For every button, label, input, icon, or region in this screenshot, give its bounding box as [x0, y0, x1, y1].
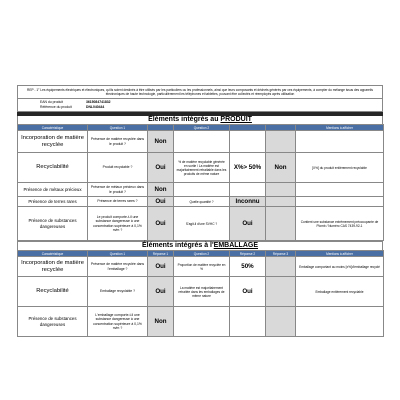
col-header: Mentions à afficher — [296, 125, 384, 131]
ean-label: EAN du produit — [40, 100, 63, 104]
row-label: Présence de substances dangereuses — [18, 307, 88, 337]
question-1: Présence de matière recyclée dans le produit ? — [88, 131, 148, 153]
question-1: L'emballage comporte-t-il une substance dangereuse à une concentration supérieure à 0,1% m/m ? — [88, 307, 148, 337]
row-label: Incorporation de matière recyclée — [18, 131, 88, 153]
col-header: Mentions à afficher — [296, 251, 384, 257]
question-2: Quelle quantité ? — [174, 197, 230, 207]
question-2 — [174, 131, 230, 153]
question-1: Présence de métaux précieux dans le produit ? — [88, 183, 148, 197]
mention — [296, 183, 384, 197]
question-2: Proportion de matière recyclée en % — [174, 257, 230, 277]
ref-label: Référence du produit — [40, 105, 72, 109]
col-header: Caractéristique — [18, 125, 88, 131]
mention — [296, 131, 384, 153]
question-1: Présence de matière recyclée dans l'emballage ? — [88, 257, 148, 277]
answer-1: Oui — [148, 153, 174, 183]
table-row — [18, 207, 384, 241]
col-header: Réponse 3 — [266, 251, 296, 257]
answer-1: Non — [148, 183, 174, 197]
answer-3 — [266, 207, 296, 241]
mention: [X%] du produit entièrement recyclable — [296, 153, 384, 183]
mention: Contient une substance extrêmement préoccupante de Plomb / Numéro CAS 7439-92-1 — [296, 207, 384, 241]
table-row — [18, 153, 384, 183]
col-header: Question 2 — [174, 125, 230, 131]
row-label: Recyclabilité — [18, 153, 88, 183]
answer-2: 50% — [230, 257, 266, 277]
answer-3 — [266, 197, 296, 207]
answer-1: Oui — [148, 257, 174, 277]
answer-1: Oui — [148, 277, 174, 307]
answer-3 — [266, 183, 296, 197]
answer-2 — [230, 131, 266, 153]
mention: Emballage comportant au moins [x%]d'emballage recyclé — [296, 257, 384, 277]
table-row — [18, 257, 384, 277]
section-title-produit: Éléments intégrés au PRODUIT — [17, 116, 383, 124]
row-label: Présence de métaux précieux — [18, 183, 88, 197]
answer-3 — [266, 131, 296, 153]
question-1: Emballage recyclable ? — [88, 277, 148, 307]
answer-3 — [266, 257, 296, 277]
col-header: Question 1 — [88, 125, 148, 131]
answer-3 — [266, 307, 296, 337]
emballage-table — [17, 250, 384, 337]
col-header: Question 2 — [174, 251, 230, 257]
question-2: S'agit-il d'une SVHC ? — [174, 207, 230, 241]
intro-text: REP - 1° Les équipements électriques et électroniques, qu'ils soient destinés à être utilisés par les particuliers ou les professionnels, ainsi que leurs composants et déchets générés par ces équipements, à compter du mélange issus des appareils électroniques de haute technologie, particulièrement les téléphones et tablettes, pouvant être collectés et réemployés après utilisation — [17, 85, 383, 99]
table-row — [18, 183, 384, 197]
row-label: Présence de substances dangereuses — [18, 207, 88, 241]
col-header: Réponse 2 — [230, 251, 266, 257]
product-refs — [17, 99, 383, 112]
answer-1: Oui — [148, 207, 174, 241]
question-1: Présence de terres rares ? — [88, 197, 148, 207]
col-header: Question 1 — [88, 251, 148, 257]
row-label: Recyclabilité — [18, 277, 88, 307]
answer-1: Oui — [148, 197, 174, 207]
ref-value: DNL040444 — [86, 105, 105, 109]
table-row — [18, 197, 384, 207]
product-sheet — [17, 85, 383, 337]
col-header: Caractéristique — [18, 251, 88, 257]
col-header: Réponse 1 — [148, 251, 174, 257]
question-2: % de matière recyclable générée en sortie / La matière est majoritairement retraitable dans les produits de même nature — [174, 153, 230, 183]
row-label: Incorporation de matière recyclée — [18, 257, 88, 277]
answer-2: Oui — [230, 207, 266, 241]
answer-2 — [230, 307, 266, 337]
question-2 — [174, 307, 230, 337]
answer-3 — [266, 277, 296, 307]
answer-2: X%> 50% — [230, 153, 266, 183]
mention — [296, 307, 384, 337]
mention: Emballage entièrement recyclable — [296, 277, 384, 307]
answer-1: Non — [148, 131, 174, 153]
question-2 — [174, 183, 230, 197]
table-row — [18, 307, 384, 337]
table-row — [18, 277, 384, 307]
produit-table — [17, 124, 384, 241]
answer-2 — [230, 183, 266, 197]
answer-3: Non — [266, 153, 296, 183]
table-row — [18, 131, 384, 153]
mention — [296, 197, 384, 207]
question-2: La matière est majoritairement retraitée dans les emballages de même nature — [174, 277, 230, 307]
row-label: Présence de terres rares — [18, 197, 88, 207]
question-1: Produit recyclable ? — [88, 153, 148, 183]
answer-2: Inconnu — [230, 197, 266, 207]
answer-1: Non — [148, 307, 174, 337]
section-title-emballage: Éléments intégrés à l'EMBALLAGE — [17, 241, 383, 250]
answer-2: Oui — [230, 277, 266, 307]
ean-value: 3615084741832 — [86, 100, 111, 104]
question-1: Le produit comporte-t-il une substance dangereuse à une concentration supérieure à 0,1% m/m ? — [88, 207, 148, 241]
